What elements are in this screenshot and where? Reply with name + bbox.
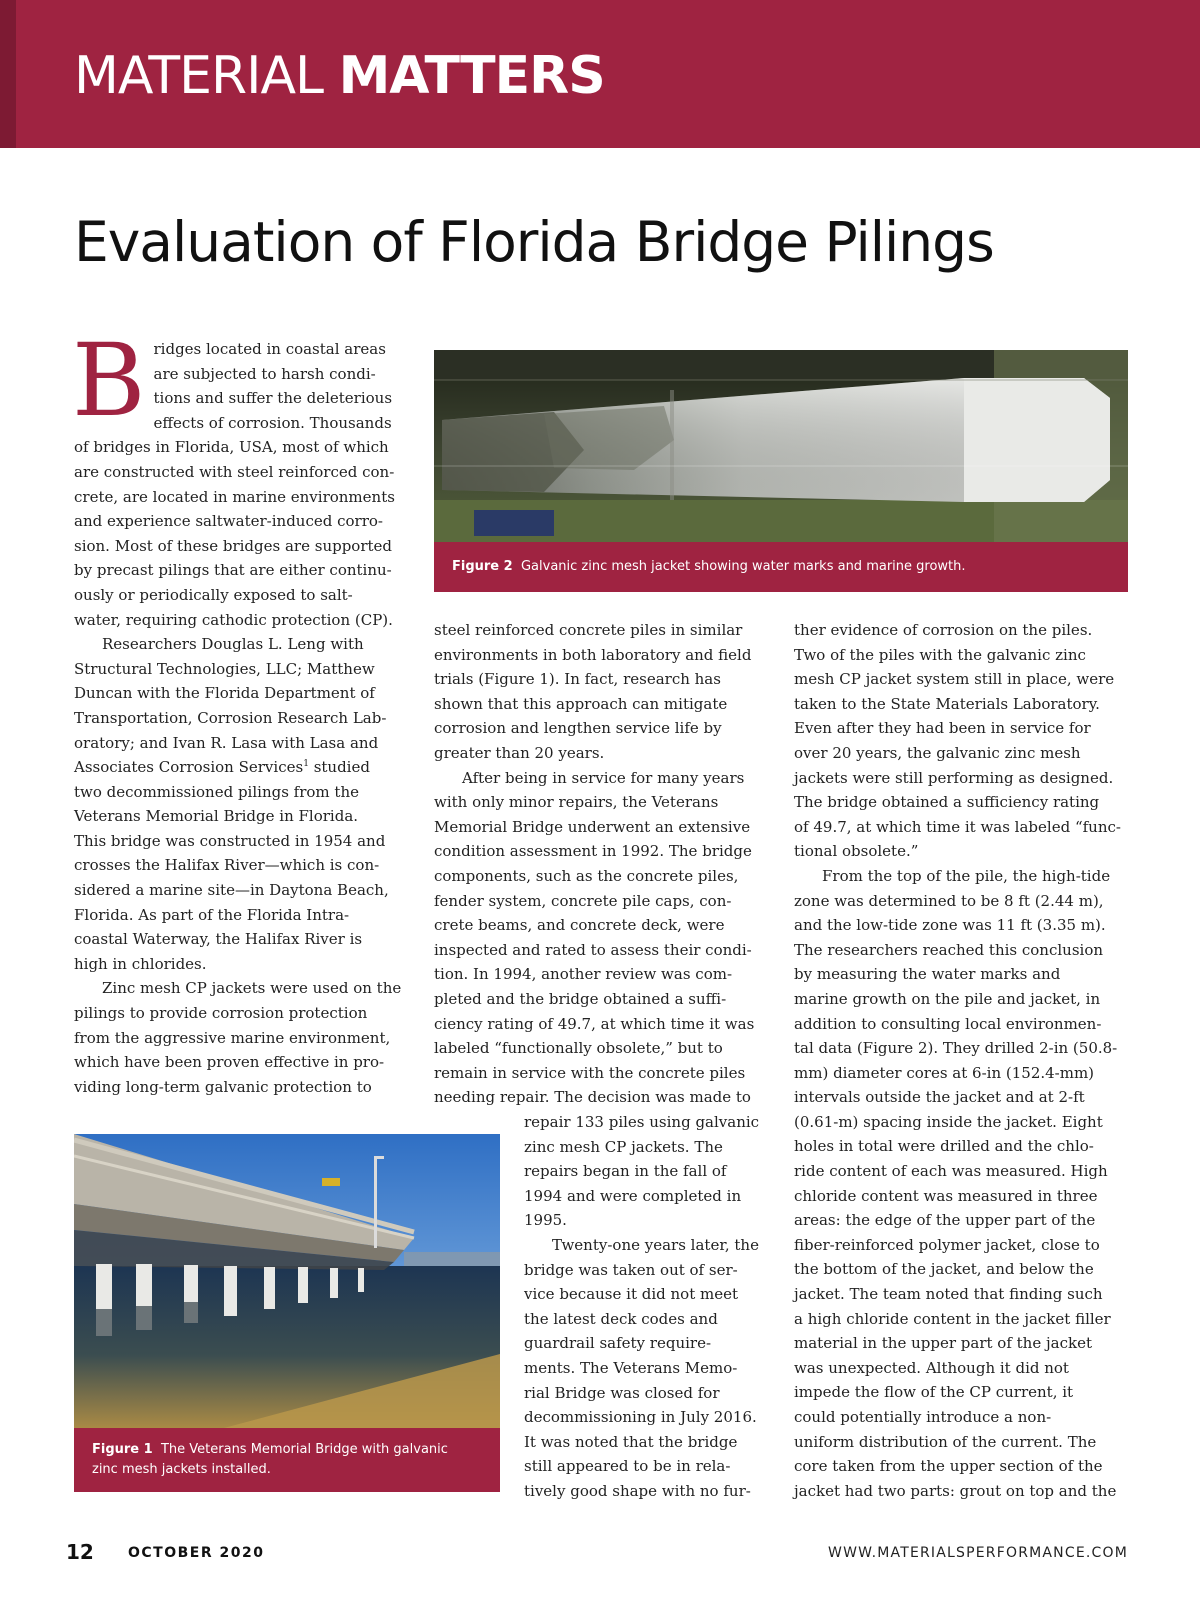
text-line: Researchers Douglas L. Leng with <box>102 635 364 654</box>
figure-1-caption-text: The Veterans Memorial Bridge with galvanic <box>160 1442 448 1457</box>
text-line: mesh CP jacket system still in place, were <box>794 670 1115 689</box>
text-line: jacket had two parts: grout on top and the <box>794 1481 1117 1500</box>
text-line: material in the upper part of the jacket <box>794 1334 1092 1353</box>
figure-2-photo <box>434 350 1128 542</box>
text-line: environments in both laboratory and field <box>434 645 752 664</box>
text-line: decommissioning in July 2016. <box>524 1408 757 1427</box>
text-fragment: studied <box>308 758 370 777</box>
text-line: Florida. As part of the Florida Intra- <box>74 905 350 924</box>
text-line: ciency rating of 49.7, at which time it was <box>434 1014 755 1033</box>
text-line: tions and suffer the deleterious <box>153 389 393 408</box>
text-line: crete, are located in marine environments <box>74 487 395 506</box>
text-line: water, requiring cathodic protection (CP). <box>74 610 393 629</box>
text-line: are constructed with steel reinforced con- <box>74 462 395 481</box>
text-line: core taken from the upper section of the <box>794 1457 1103 1476</box>
text-line: jacket. The team noted that finding such <box>794 1285 1103 1304</box>
text-line <box>74 755 410 780</box>
text-line: still appeared to be in rela- <box>524 1457 731 1476</box>
issue-date: OCTOBER 2020 <box>128 1545 265 1561</box>
footnote-ref: 1 <box>303 759 309 770</box>
text-line: Zinc mesh CP jackets were used on the <box>102 979 402 998</box>
text-line: areas: the edge of the upper part of the <box>794 1211 1096 1230</box>
text-line: coastal Waterway, the Halifax River is <box>74 930 363 949</box>
paragraph-decommission <box>524 1233 770 1504</box>
paragraph-researchers <box>74 632 410 976</box>
figure-1-label: Figure 1 <box>92 1442 153 1457</box>
text-line: The bridge obtained a sufficiency rating <box>794 793 1100 812</box>
text-line: was unexpected. Although it did not <box>794 1358 1069 1377</box>
figure-1-photo <box>74 1134 500 1428</box>
text-line: jackets were still performing as designed. <box>794 768 1114 787</box>
text-line: 1995. <box>524 1211 567 1230</box>
text-line: crosses the Halifax River—which is con- <box>74 856 380 875</box>
text-line: zone was determined to be 8 ft (2.44 m), <box>794 891 1104 910</box>
text-line: It was noted that the bridge <box>524 1432 738 1451</box>
paragraph-assessment <box>434 766 770 1110</box>
text-line: and the low-tide zone was 11 ft (3.35 m). <box>794 916 1106 935</box>
text-line: a high chloride content in the jacket filler <box>794 1309 1111 1328</box>
text-line: needing repair. The decision was made to <box>434 1088 751 1107</box>
text-line: effects of corrosion. Thousands <box>153 413 392 432</box>
text-line: holes in total were drilled and the chlo- <box>794 1137 1094 1156</box>
text-line: repair 133 piles using galvanic <box>524 1113 760 1131</box>
text-line: crete beams, and concrete deck, were <box>434 916 725 935</box>
text-line: The researchers reached this conclusion <box>794 940 1104 959</box>
text-line: Duncan with the Florida Department of <box>74 684 375 703</box>
text-line: From the top of the pile, the high-tide <box>822 866 1111 885</box>
text-line: impede the flow of the CP current, it <box>794 1383 1074 1402</box>
text-line: This bridge was constructed in 1954 and <box>74 831 386 850</box>
text-line: tively good shape with no fur- <box>524 1481 751 1500</box>
text-line: tional obsolete.” <box>794 842 919 861</box>
article-column-1 <box>72 322 410 1099</box>
text-line: Twenty-one years later, the <box>552 1235 759 1254</box>
text-line: After being in service for many years <box>462 768 745 787</box>
text-line: the latest deck codes and <box>524 1309 718 1328</box>
text-line: could potentially introduce a non- <box>794 1408 1052 1426</box>
text-line: sidered a marine site—in Daytona Beach, <box>74 881 389 900</box>
paragraph-zinc-mesh <box>74 976 410 1099</box>
text-line: from the aggressive marine environment, <box>74 1028 391 1047</box>
paragraph-repairs <box>524 1110 770 1233</box>
text-line: condition assessment in 1992. The bridge <box>434 842 752 861</box>
page-number: 12 <box>66 1540 94 1564</box>
text-line: Structural Technologies, LLC; Matthew <box>74 659 375 678</box>
banner-edge-stripe <box>0 0 16 148</box>
text-line: oratory; and Ivan R. Lasa with Lasa and <box>74 733 379 752</box>
paragraph-intro <box>72 322 410 632</box>
figure-1-caption-line: zinc mesh jackets installed. <box>92 1462 271 1477</box>
text-line: trials (Figure 1). In fact, research has <box>434 670 721 689</box>
text-line: fender system, concrete pile caps, con- <box>434 891 732 910</box>
text-line: high in chlorides. <box>74 954 207 973</box>
figure-2-label: Figure 2 <box>452 559 513 574</box>
text-line: zinc mesh CP jackets. The <box>524 1137 723 1156</box>
text-line: marine growth on the pile and jacket, in <box>794 989 1101 1008</box>
section-title-light: MATERIAL <box>74 46 324 106</box>
text-line: Veterans Memorial Bridge in Florida. <box>74 807 359 826</box>
text-line: two decommissioned pilings from the <box>74 782 359 801</box>
text-line: vice because it did not meet <box>524 1285 738 1304</box>
text-line: (0.61-m) spacing inside the jacket. Eight <box>794 1112 1103 1131</box>
text-line: mm) diameter cores at 6-in (152.4-mm) <box>794 1063 1095 1082</box>
text-line: rial Bridge was closed for <box>524 1383 720 1402</box>
text-line: sion. Most of these bridges are supported <box>74 536 393 555</box>
text-line: Two of the piles with the galvanic zinc <box>794 645 1086 664</box>
text-line: of bridges in Florida, USA, most of which <box>74 438 389 457</box>
text-line: fiber-reinforced polymer jacket, close to <box>794 1235 1100 1254</box>
text-line: components, such as the concrete piles, <box>434 866 739 885</box>
text-line: steel reinforced concrete piles in similar <box>434 621 743 639</box>
paragraph-research-continued <box>434 618 770 766</box>
article-headline: Evaluation of Florida Bridge Pilings <box>74 210 994 274</box>
text-line: by precast pilings that are either continu- <box>74 561 392 580</box>
text-line: shown that this approach can mitigate <box>434 694 728 713</box>
text-line: ther evidence of corrosion on the piles. <box>794 621 1093 639</box>
text-line: 1994 and were completed in <box>524 1186 742 1205</box>
drop-cap: B <box>72 322 146 439</box>
text-line: inspected and rated to assess their condi- <box>434 940 752 959</box>
text-line: chloride content was measured in three <box>794 1186 1098 1205</box>
text-fragment: Associates Corrosion Services <box>74 758 304 777</box>
text-line: which have been proven effective in pro- <box>74 1053 385 1072</box>
section-title <box>74 46 605 106</box>
text-line: ride content of each was measured. High <box>794 1162 1108 1181</box>
article-column-2-narrow <box>524 1110 770 1504</box>
text-line: labeled “functionally obsolete,” but to <box>434 1039 723 1058</box>
text-line: ously or periodically exposed to salt- <box>74 585 353 604</box>
figure-1-caption <box>74 1428 500 1492</box>
text-line: ridges located in coastal areas <box>153 340 386 358</box>
paragraph-evidence <box>794 618 1130 864</box>
text-line: with only minor repairs, the Veterans <box>434 793 719 812</box>
section-banner <box>0 0 1200 148</box>
figure-2-caption <box>434 542 1128 592</box>
text-line: pilings to provide corrosion protection <box>74 1004 368 1023</box>
text-line: intervals outside the jacket and at 2-ft <box>794 1088 1085 1107</box>
paragraph-tide-zones <box>794 864 1130 1503</box>
text-line: addition to consulting local environmen- <box>794 1014 1102 1033</box>
text-line: Even after they had been in service for <box>794 719 1091 738</box>
text-line: are subjected to harsh condi- <box>153 364 376 383</box>
figure-2-caption-text: Galvanic zinc mesh jacket showing water marks and marine growth. <box>520 559 966 574</box>
pile-jacket-image <box>434 350 1128 542</box>
text-line: Memorial Bridge underwent an extensive <box>434 817 751 836</box>
text-line: greater than 20 years. <box>434 743 605 762</box>
bridge-image <box>74 1134 500 1428</box>
text-line: ments. The Veterans Memo- <box>524 1358 738 1377</box>
text-line: repairs began in the fall of <box>524 1162 727 1181</box>
article-column-2 <box>434 618 770 1110</box>
article-column-3 <box>794 618 1130 1503</box>
text-line: corrosion and lengthen service life by <box>434 719 722 738</box>
text-line: tal data (Figure 2). They drilled 2-in (50.8- <box>794 1039 1118 1058</box>
text-line: by measuring the water marks and <box>794 965 1061 984</box>
text-line: remain in service with the concrete piles <box>434 1063 746 1082</box>
text-line: pleted and the bridge obtained a suffi- <box>434 989 727 1008</box>
text-line: of 49.7, at which time it was labeled “func- <box>794 817 1121 836</box>
text-line: Transportation, Corrosion Research Lab- <box>74 708 387 727</box>
text-line: guardrail safety require- <box>524 1334 712 1353</box>
text-line: the bottom of the jacket, and below the <box>794 1260 1094 1279</box>
section-title-bold: MATTERS <box>338 46 605 106</box>
text-line: uniform distribution of the current. The <box>794 1432 1097 1451</box>
text-line: tion. In 1994, another review was com- <box>434 965 733 984</box>
website-url: WWW.MATERIALSPERFORMANCE.COM <box>828 1545 1128 1561</box>
text-line: and experience saltwater-induced corro- <box>74 512 383 531</box>
text-line: taken to the State Materials Laboratory. <box>794 694 1100 713</box>
text-line: viding long-term galvanic protection to <box>74 1077 372 1096</box>
text-line: bridge was taken out of ser- <box>524 1260 738 1279</box>
figure-1-caption-line <box>92 1440 482 1460</box>
text-line: over 20 years, the galvanic zinc mesh <box>794 743 1081 762</box>
